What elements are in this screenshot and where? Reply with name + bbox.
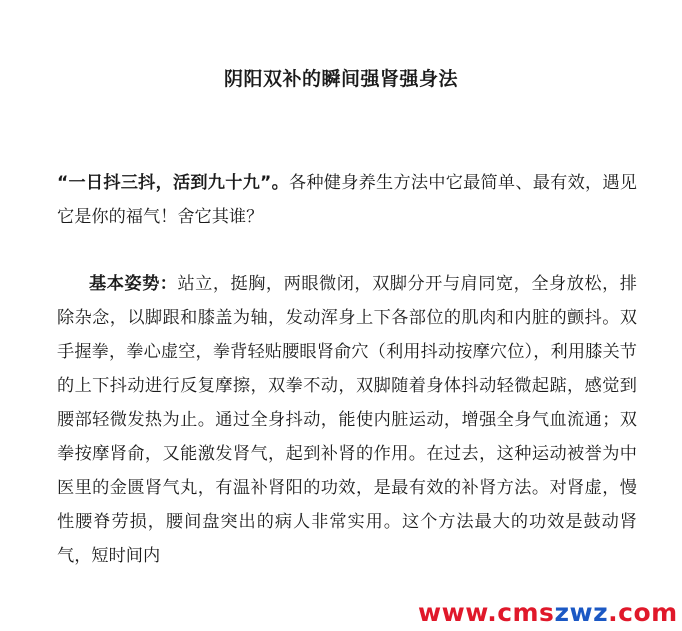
watermark-www: www.	[418, 598, 498, 627]
intro-text: 各种健身养生方法中它最简单、最有效，遇见它是你的福气！舍它其谁？	[57, 173, 637, 227]
watermark-com: .com	[608, 598, 678, 627]
document-title: 阴阳双补的瞬间强肾强身法	[223, 68, 458, 90]
paragraph-intro	[57, 166, 637, 234]
watermark-cms: cms	[497, 598, 555, 627]
watermark-zwz: zwz	[554, 598, 609, 627]
basic-posture-text: 站立，挺胸，两眼微闭，双脚分开与肩同宽，全身放松，排除杂念，以脚跟和膝盖为轴，发动浑身上下各部位的肌肉和内脏的颤抖。双手握拳，拳心虚空，拳背轻贴腰眼肾俞穴（利用抖动按摩穴位），利用膝关节的上下抖动进行反复摩擦，双拳不动，双脚随着身体抖动轻微起踮，感觉到腰部轻微发热为止。通过全身抖动，能使内脏运动，增强全身气血流通；双拳按摩肾俞，又能激发肾气，起到补肾的作用。在过去，这种运动被誉为中医里的金匮肾气丸，有温补肾阳的功效，是最有效的补肾方法。对肾虚，慢性腰脊劳损，腰间盘突出的病人非常实用。这个方法最大的功效是鼓动肾气，短时间内	[57, 274, 637, 566]
site-watermark	[418, 598, 678, 628]
intro-quote: “一日抖三抖，活到九十九”。	[57, 173, 289, 193]
paragraph-basic-posture	[57, 267, 637, 573]
basic-posture-heading: 基本姿势：	[89, 274, 178, 294]
